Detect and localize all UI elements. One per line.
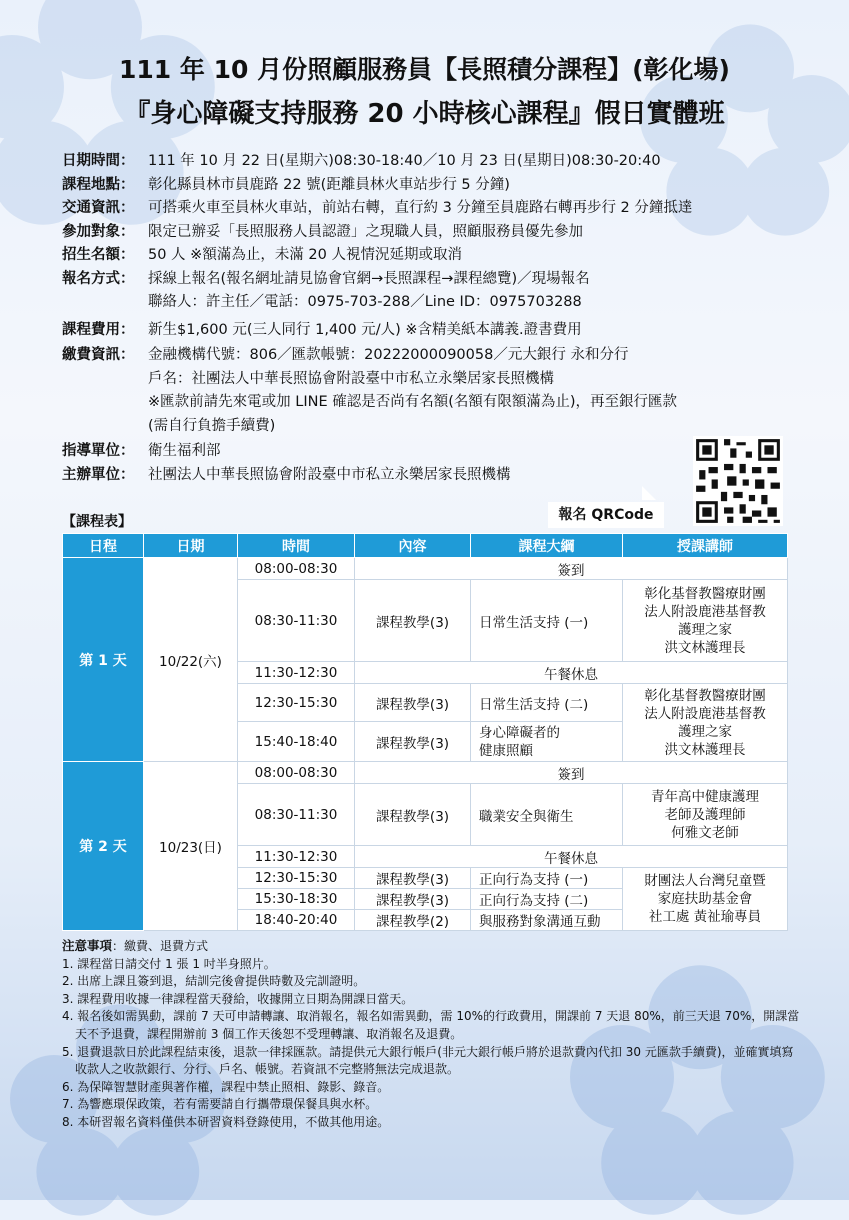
content-cell: 課程教學(3) (355, 684, 471, 722)
merged-cell: 午餐休息 (355, 846, 788, 868)
page-title: 111 年 10 月份照顧服務員【長照積分課程】(彰化場) (119, 55, 730, 84)
schedule-heading: 【課程表】 (62, 514, 132, 530)
content-cell: 課程教學(3) (355, 784, 471, 846)
header-content: 內容 (355, 534, 471, 558)
outline-cell: 正向行為支持 (二) (471, 889, 623, 910)
time-cell: 11:30-12:30 (238, 846, 355, 868)
time-cell: 08:30-11:30 (238, 580, 355, 662)
day-cell: 第 2 天 (63, 762, 144, 931)
time-cell: 08:30-11:30 (238, 784, 355, 846)
info-payment-note: ※匯款前請先來電或加 LINE 確認是否尚有名額(名額有限額滿為止)，再至銀行匯款 (148, 394, 678, 410)
outline-cell: 與服務對象溝通互動 (471, 910, 623, 931)
note-item: 3. 課程費用收據一律課程當天發給，收據開立日期為開課日當天。 (62, 991, 414, 1006)
date-cell: 10/23(日) (144, 762, 238, 931)
table-row (63, 558, 788, 580)
info-quota: 招生名額： 50 人 ※額滿為止，未滿 20 人視情況延期或取消 (62, 247, 462, 263)
note-item: 7. 為響應環保政策，若有需要請自行攜帶環保餐具與水杯。 (62, 1097, 378, 1112)
note-item: 4. 報名後如需異動，課前 7 天可申請轉讓、取消報名，報名如需異動，需 10%的行政費用，開課前 7 天退 80%，前三天退 70%，開課當天不予退費，課程開辦前 3 個工作天後恕不受理轉讓、取消報名及退費。 (62, 1009, 800, 1041)
registration-qr-code[interactable] (693, 436, 783, 526)
time-cell: 18:40-20:40 (238, 910, 355, 931)
time-cell: 11:30-12:30 (238, 662, 355, 684)
merged-cell: 簽到 (355, 762, 788, 784)
lecturer-cell: 青年高中健康護理 老師及護理師 何雅文老師 (623, 784, 788, 846)
header-lecturer: 授課講師 (623, 534, 788, 558)
info-date: 日期時間： 111 年 10 月 22 日(星期六)08:30-18:40／10 月 23 日(星期日)08:30-20:40 (62, 153, 661, 169)
time-cell: 15:40-18:40 (238, 722, 355, 762)
course-info (62, 150, 802, 487)
info-register: 報名方式： 採線上報名(報名網址請見協會官網→長照課程→課程總覽)／現場報名 (62, 270, 590, 287)
schedule-table (62, 533, 788, 931)
outline-cell: 日常生活支持 (二) (471, 684, 623, 722)
info-target: 參加對象： 限定已辦妥「長照服務人員認證」之現職人員，照顧服務員優先參加 (62, 223, 583, 240)
header-time: 時間 (238, 534, 355, 558)
header-day: 日程 (63, 534, 144, 558)
qr-label: 報名 QRCode (548, 502, 664, 528)
lecturer-cell: 財團法人台灣兒童暨 家庭扶助基金會 社工處 黃祉瑜專員 (623, 868, 788, 931)
lecturer-cell: 彰化基督教醫療財團 法人附設鹿港基督教 護理之家 洪文林護理長 (623, 580, 788, 662)
table-header-row (63, 534, 788, 558)
notes-section (62, 937, 802, 1132)
merged-cell: 簽到 (355, 558, 788, 580)
note-item: 5. 退費退款日於此課程結束後，退款一律採匯款。請提供元大銀行帳戶(非元大銀行帳戶將於退款費內代扣 30 元匯款手續費)，並確實填寫收款人之收款銀行、分行、戶名、帳號。若資訊不完整將無法完成退款。 (62, 1044, 794, 1077)
page-subtitle: 『身心障礙支持服務 20 小時核心課程』假日實體班 (124, 99, 725, 129)
info-payment-fee-note: (需自行負擔手續費) (148, 417, 276, 434)
info-payment: 繳費資訊： 金融機構代號：806／匯款帳號：20222000090058／元大銀行 永和分行 (62, 347, 629, 363)
note-item: 8. 本研習報名資料僅供本研習資料登錄使用，不做其他用途。 (62, 1114, 390, 1129)
date-cell: 10/22(六) (144, 558, 238, 762)
note-item: 1. 課程當日請交付 1 張 1 吋半身照片。 (62, 956, 276, 971)
info-location: 課程地點： 彰化縣員林市員鹿路 22 號(距離員林火車站步行 5 分鐘) (62, 176, 510, 193)
time-cell: 12:30-15:30 (238, 684, 355, 722)
outline-cell: 正向行為支持 (一) (471, 868, 623, 889)
info-guide: 指導單位： 衛生福利部 (62, 443, 221, 459)
lecturer-cell: 彰化基督教醫療財團 法人附設鹿港基督教 護理之家 洪文林護理長 (623, 684, 788, 762)
header-outline: 課程大綱 (471, 534, 623, 558)
time-cell: 15:30-18:30 (238, 889, 355, 910)
day-cell: 第 1 天 (63, 558, 144, 762)
content-cell: 課程教學(3) (355, 889, 471, 910)
content-cell: 課程教學(3) (355, 580, 471, 662)
content-cell: 課程教學(3) (355, 868, 471, 889)
info-account-name: 戶名：社團法人中華長照協會附設臺中市私立永樂居家長照機構 (148, 370, 554, 387)
table-row (63, 762, 788, 784)
outline-cell: 身心障礙者的 健康照顧 (471, 722, 623, 762)
note-item: 6. 為保障智慧財產與著作權，課程中禁止照相、錄影、錄音。 (62, 1079, 390, 1094)
qr-label-pointer (642, 486, 656, 500)
time-cell: 08:00-08:30 (238, 558, 355, 580)
info-transport: 交通資訊： 可搭乘火車至員林火車站，前站右轉，直行約 3 分鐘至員鹿路右轉再步行 2 分鐘抵達 (62, 200, 693, 216)
notes-heading: 注意事項：繳費、退費方式 (62, 938, 209, 953)
outline-cell: 職業安全與衛生 (471, 784, 623, 846)
header-date: 日期 (144, 534, 238, 558)
outline-cell: 日常生活支持 (一) (471, 580, 623, 662)
time-cell: 12:30-15:30 (238, 868, 355, 889)
note-item: 2. 出席上課且簽到退，結訓完後會提供時數及完訓證明。 (62, 974, 366, 989)
info-contact: 聯絡人：許主任／電話：0975-703-288／Line ID：0975703288 (148, 294, 582, 310)
info-fee: 課程費用： 新生$1,600 元(三人同行 1,400 元/人) ※含精美紙本講義.證書費用 (62, 321, 582, 338)
content-cell: 課程教學(2) (355, 910, 471, 931)
info-host: 主辦單位： 社團法人中華長照協會附設臺中市私立永樂居家長照機構 (62, 466, 511, 483)
content-cell: 課程教學(3) (355, 722, 471, 762)
time-cell: 08:00-08:30 (238, 762, 355, 784)
merged-cell: 午餐休息 (355, 662, 788, 684)
